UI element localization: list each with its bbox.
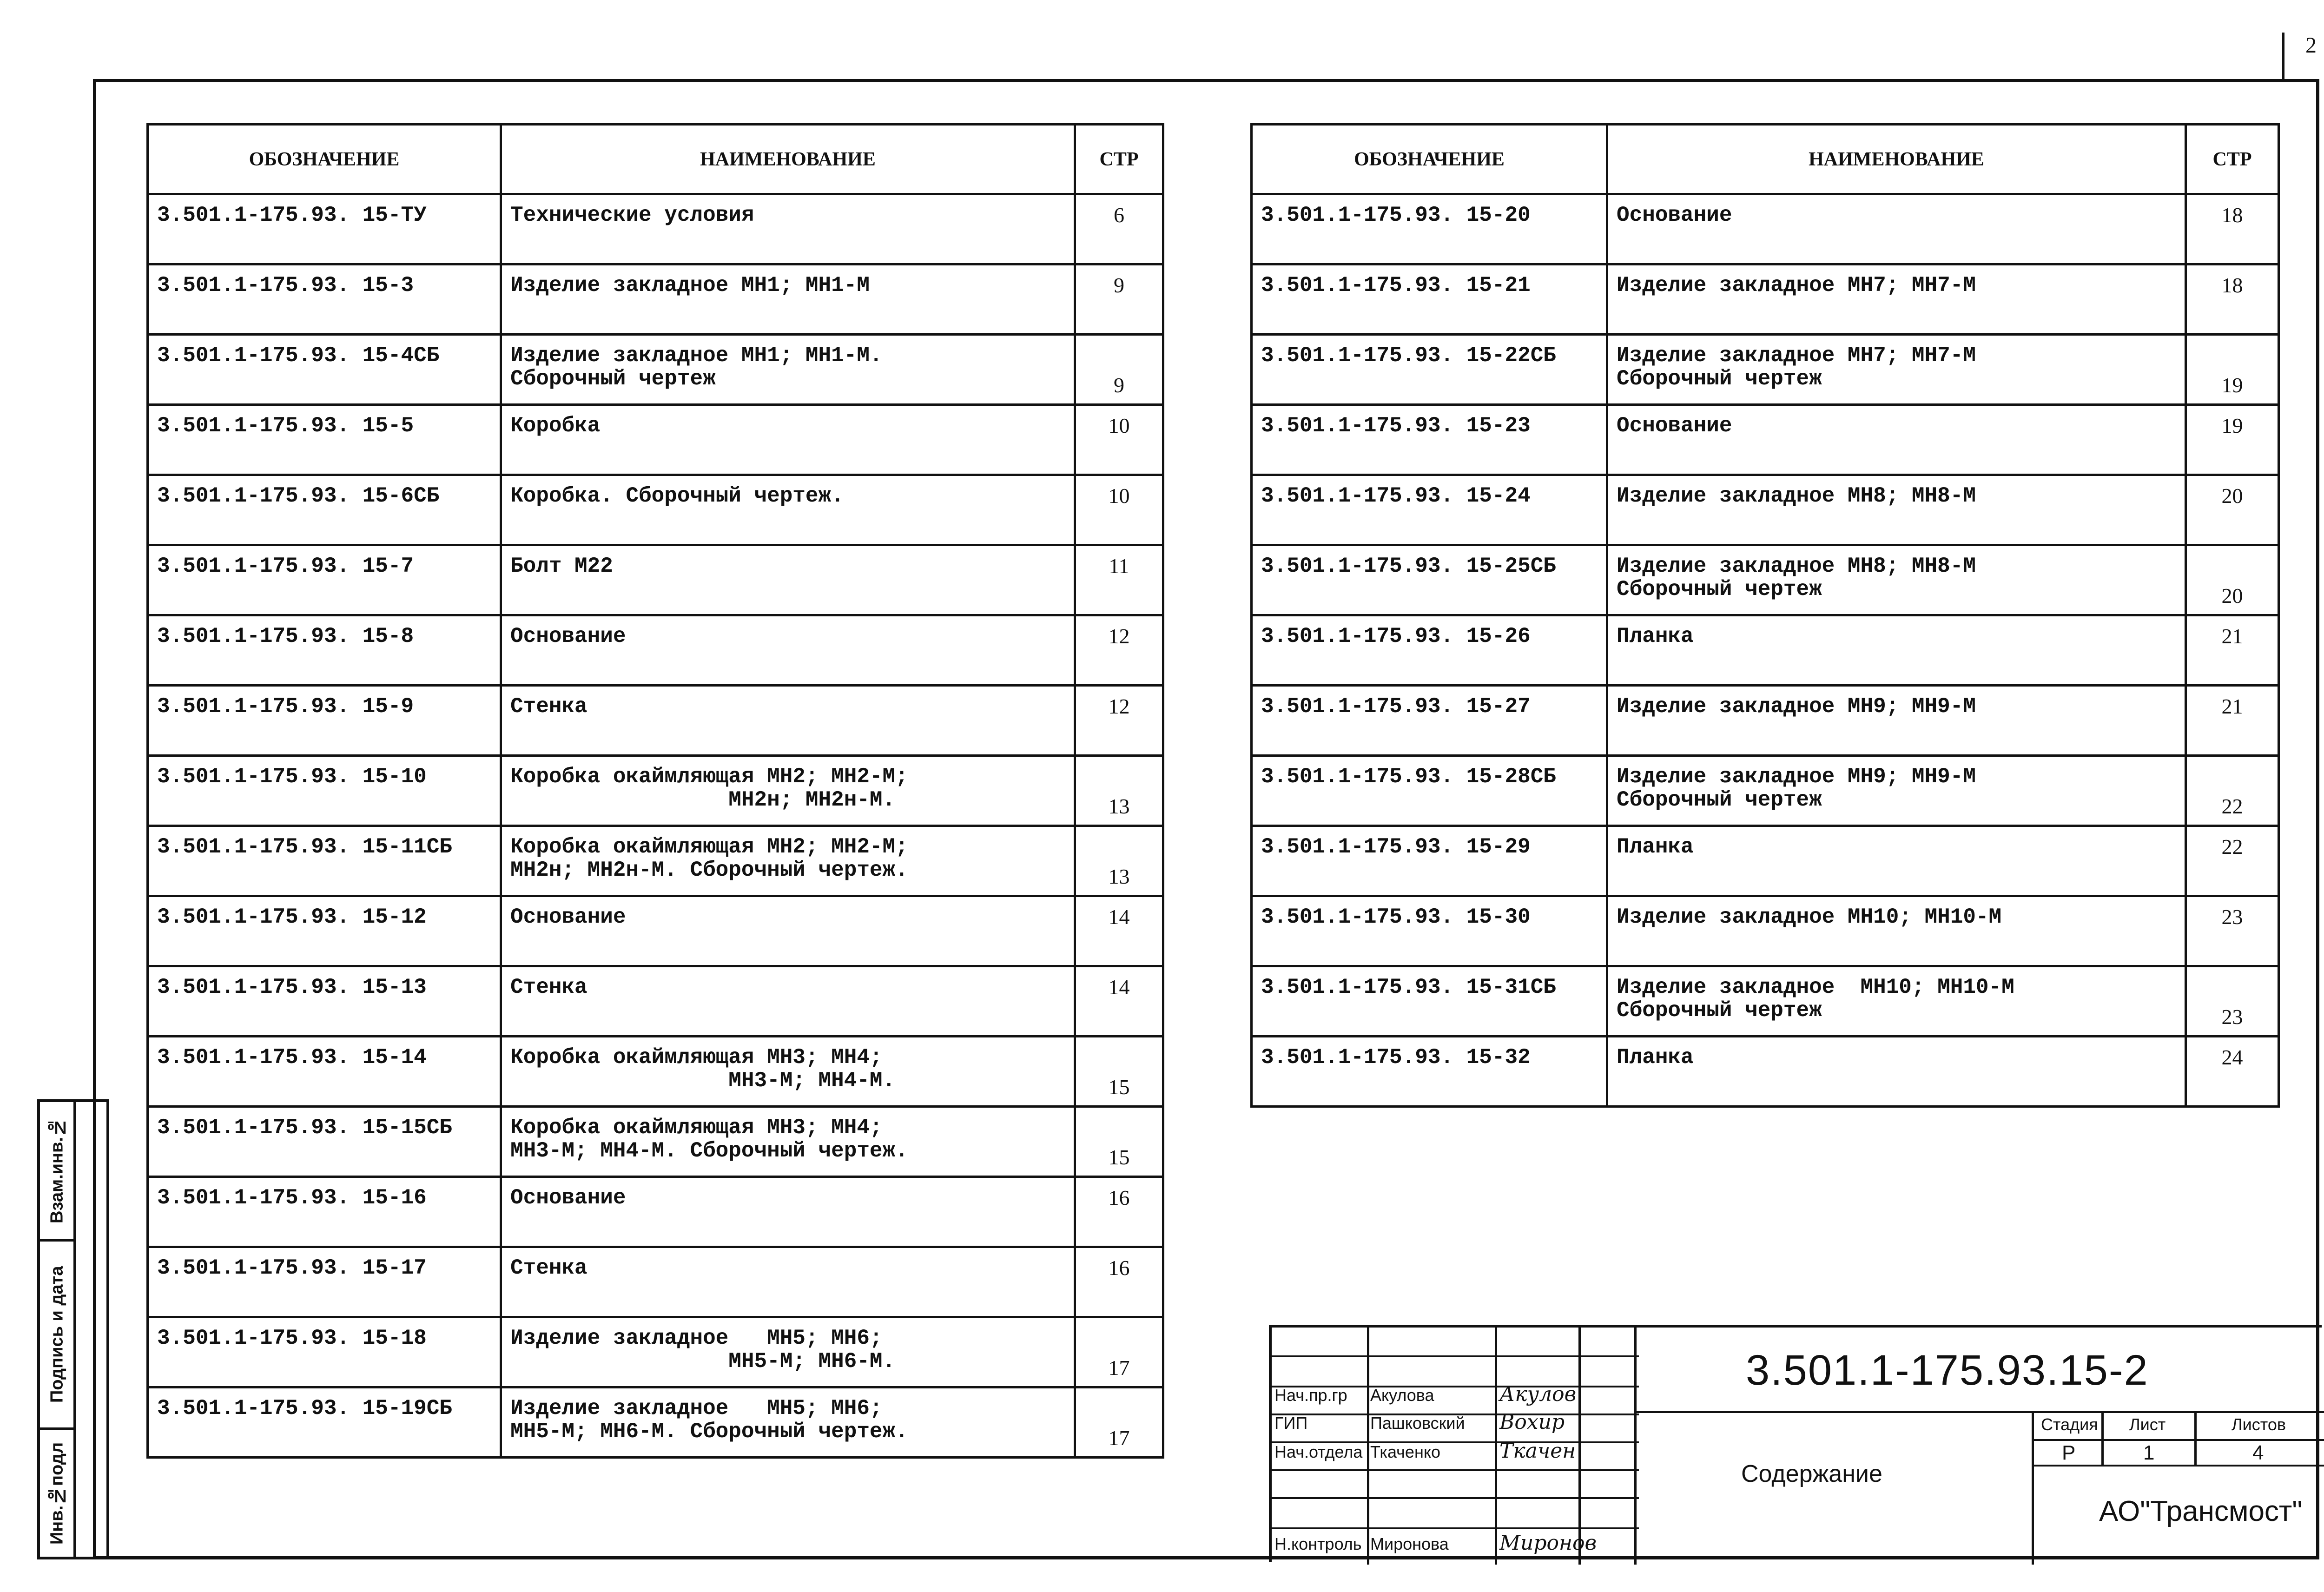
row-page: 21 — [2186, 686, 2279, 756]
row-designation: 3.501.1-175.93. 15-15СБ — [148, 1107, 501, 1177]
table-row — [1252, 194, 2279, 264]
row-designation: 3.501.1-175.93. 15-12 — [148, 896, 501, 966]
side-cell-podpis — [40, 1242, 73, 1430]
row-name: Коробка окаймляющая МН2; МН2-М; МН2н; МН2н-М. — [501, 756, 1075, 826]
row-designation: 3.501.1-175.93. 15-17 — [148, 1247, 501, 1317]
header-name: НАИМЕНОВАНИЕ — [1607, 125, 2186, 194]
table-row — [1252, 826, 2279, 896]
row-designation: 3.501.1-175.93. 15-5 — [148, 405, 501, 475]
contents-table-right — [1250, 123, 2280, 1108]
row-page: 20 — [2186, 475, 2279, 545]
row-designation: 3.501.1-175.93. 15-4СБ — [148, 335, 501, 405]
row-designation: 3.501.1-175.93. 15-28СБ — [1252, 756, 1607, 826]
signature-pashkovsky: Вохир — [1499, 1410, 1565, 1434]
title-block — [1269, 1325, 2322, 1562]
table-row — [1252, 264, 2279, 335]
row-page: 16 — [1075, 1177, 1163, 1247]
name-mironova: Миронова — [1370, 1534, 1449, 1553]
table-row — [148, 896, 1163, 966]
row-name: Стенка — [501, 966, 1075, 1037]
row-page: 6 — [1075, 194, 1163, 264]
row-designation: 3.501.1-175.93. 15-19СБ — [148, 1387, 501, 1458]
name-tkachenko: Ткаченко — [1370, 1442, 1441, 1461]
row-page: 15 — [1075, 1037, 1163, 1107]
table-header — [148, 125, 1163, 194]
signature-tkachenko: Ткачен — [1499, 1439, 1576, 1463]
row-name: Коробка окаймляющая МН3; МН4; МН3-М; МН4-М. — [501, 1037, 1075, 1107]
row-name: Основание — [501, 615, 1075, 686]
row-name: Изделие закладное МН9; МН9-М — [1607, 686, 2186, 756]
row-page: 9 — [1075, 335, 1163, 405]
row-designation: 3.501.1-175.93. 15-32 — [1252, 1037, 1607, 1107]
row-designation: 3.501.1-175.93. 15-3 — [148, 264, 501, 335]
table-row — [148, 686, 1163, 756]
table-row — [148, 194, 1163, 264]
table-row — [148, 966, 1163, 1037]
row-name: Планка — [1607, 826, 2186, 896]
table-row — [1252, 686, 2279, 756]
value-stage: Р — [2062, 1441, 2076, 1464]
table-row — [1252, 756, 2279, 826]
label-inv-podl: Инв.№подл — [47, 1442, 67, 1545]
table-row — [1252, 475, 2279, 545]
row-designation: 3.501.1-175.93. 15-18 — [148, 1317, 501, 1387]
header-name: НАИМЕНОВАНИЕ — [501, 125, 1075, 194]
row-page: 10 — [1075, 405, 1163, 475]
table-row — [1252, 405, 2279, 475]
row-page: 17 — [1075, 1317, 1163, 1387]
label-sheet: Лист — [2129, 1415, 2166, 1434]
row-page: 20 — [2186, 545, 2279, 615]
side-cell-vzam — [40, 1102, 73, 1242]
table-row — [148, 335, 1163, 405]
row-designation: 3.501.1-175.93. 15-8 — [148, 615, 501, 686]
value-sheets: 4 — [2252, 1441, 2264, 1464]
row-designation: 3.501.1-175.93. 15-26 — [1252, 615, 1607, 686]
label-vzam-inv: Взам.инв.№ — [47, 1117, 67, 1224]
table-row — [148, 615, 1163, 686]
row-name: Изделие закладное МН9; МН9-М Сборочный чертеж — [1607, 756, 2186, 826]
table-row — [148, 826, 1163, 896]
row-page: 24 — [2186, 1037, 2279, 1107]
row-designation: 3.501.1-175.93. 15-22СБ — [1252, 335, 1607, 405]
sheet-title: Содержание — [1741, 1460, 1882, 1487]
role-n-kontrol: Н.контроль — [1274, 1534, 1362, 1553]
row-name: Коробка — [501, 405, 1075, 475]
role-nach-otdela: Нач.отдела — [1274, 1442, 1363, 1461]
table-row — [148, 756, 1163, 826]
label-stage: Стадия — [2041, 1415, 2098, 1434]
row-name: Болт М22 — [501, 545, 1075, 615]
name-pashkovsky: Пашковский — [1370, 1414, 1465, 1433]
table-row — [1252, 966, 2279, 1037]
row-name: Изделие закладное МН8; МН8-М — [1607, 475, 2186, 545]
row-designation: 3.501.1-175.93. 15-10 — [148, 756, 501, 826]
row-designation: 3.501.1-175.93. 15-29 — [1252, 826, 1607, 896]
row-designation: 3.501.1-175.93. 15-21 — [1252, 264, 1607, 335]
row-name: Изделие закладное МН7; МН7-М — [1607, 264, 2186, 335]
table-row — [148, 475, 1163, 545]
row-name: Коробка. Сборочный чертеж. — [501, 475, 1075, 545]
row-page: 12 — [1075, 615, 1163, 686]
header-designation: ОБОЗНАЧЕНИЕ — [148, 125, 501, 194]
row-name: Коробка окаймляющая МН2; МН2-М; МН2н; МН2н-М. Сборочный чертеж. — [501, 826, 1075, 896]
role-nach-pr-gr: Нач.пр.гр — [1274, 1386, 1347, 1405]
row-designation: 3.501.1-175.93. 15-31СБ — [1252, 966, 1607, 1037]
row-name: Основание — [1607, 405, 2186, 475]
signature-akulova: Акулов — [1499, 1382, 1577, 1406]
row-name: Изделие закладное МН10; МН10-М — [1607, 896, 2186, 966]
role-gip: ГИП — [1274, 1414, 1308, 1433]
row-page: 12 — [1075, 686, 1163, 756]
signature-mironova: Миронов — [1499, 1531, 1597, 1555]
label-podpis-data: Подпись и дата — [47, 1266, 67, 1403]
name-akulova: Акулова — [1370, 1386, 1434, 1405]
row-designation: 3.501.1-175.93. 15-20 — [1252, 194, 1607, 264]
table-row — [1252, 615, 2279, 686]
contents-table-left — [146, 123, 1164, 1459]
row-name: Изделие закладное МН8; МН8-М Сборочный чертеж — [1607, 545, 2186, 615]
row-name: Основание — [1607, 194, 2186, 264]
row-page: 18 — [2186, 194, 2279, 264]
header-designation: ОБОЗНАЧЕНИЕ — [1252, 125, 1607, 194]
table-row — [148, 1177, 1163, 1247]
row-name: Планка — [1607, 615, 2186, 686]
table-header — [1252, 125, 2279, 194]
row-page: 10 — [1075, 475, 1163, 545]
row-name: Коробка окаймляющая МН3; МН4; МН3-М; МН4-М. Сборочный чертеж. — [501, 1107, 1075, 1177]
row-page: 19 — [2186, 405, 2279, 475]
header-page: СТР — [1075, 125, 1163, 194]
table-row — [1252, 1037, 2279, 1107]
table-row — [148, 1387, 1163, 1458]
row-designation: 3.501.1-175.93. 15-25СБ — [1252, 545, 1607, 615]
row-name: Основание — [501, 896, 1075, 966]
row-designation: 3.501.1-175.93. 15-14 — [148, 1037, 501, 1107]
side-cell-inv — [40, 1430, 73, 1557]
row-page: 15 — [1075, 1107, 1163, 1177]
row-designation: 3.501.1-175.93. 15-27 — [1252, 686, 1607, 756]
row-page: 13 — [1075, 756, 1163, 826]
table-row — [148, 1317, 1163, 1387]
row-page: 11 — [1075, 545, 1163, 615]
row-designation: 3.501.1-175.93. 15-24 — [1252, 475, 1607, 545]
table-row — [148, 545, 1163, 615]
side-stamp-labels — [40, 1102, 76, 1557]
row-designation: 3.501.1-175.93. 15-23 — [1252, 405, 1607, 475]
row-designation: 3.501.1-175.93. 15-6СБ — [148, 475, 501, 545]
table-row — [148, 1037, 1163, 1107]
row-page: 9 — [1075, 264, 1163, 335]
row-designation: 3.501.1-175.93. 15-30 — [1252, 896, 1607, 966]
table-row — [1252, 335, 2279, 405]
row-designation: 3.501.1-175.93. 15-9 — [148, 686, 501, 756]
row-page: 23 — [2186, 896, 2279, 966]
row-page: 22 — [2186, 826, 2279, 896]
row-page: 16 — [1075, 1247, 1163, 1317]
row-name: Изделие закладное МН1; МН1-М. Сборочный чертеж — [501, 335, 1075, 405]
label-sheets: Листов — [2232, 1415, 2286, 1434]
side-stamp — [37, 1099, 109, 1559]
row-designation: 3.501.1-175.93. 15-7 — [148, 545, 501, 615]
row-page: 21 — [2186, 615, 2279, 686]
row-designation: 3.501.1-175.93. 15-16 — [148, 1177, 501, 1247]
row-page: 14 — [1075, 896, 1163, 966]
row-name: Основание — [501, 1177, 1075, 1247]
row-designation: 3.501.1-175.93. 15-13 — [148, 966, 501, 1037]
row-name: Планка — [1607, 1037, 2186, 1107]
row-page: 23 — [2186, 966, 2279, 1037]
table-row — [148, 1107, 1163, 1177]
row-page: 14 — [1075, 966, 1163, 1037]
page-number-divider — [2282, 33, 2284, 79]
row-name: Стенка — [501, 1247, 1075, 1317]
row-name: Изделие закладное МН5; МН6; МН5-М; МН6-М. Сборочный чертеж. — [501, 1387, 1075, 1458]
row-name: Стенка — [501, 686, 1075, 756]
row-name: Технические условия — [501, 194, 1075, 264]
row-designation: 3.501.1-175.93. 15-11СБ — [148, 826, 501, 896]
row-page: 22 — [2186, 756, 2279, 826]
row-name: Изделие закладное МН7; МН7-М Сборочный чертеж — [1607, 335, 2186, 405]
row-page: 17 — [1075, 1387, 1163, 1458]
organization-name: АО"Трансмост" — [2099, 1495, 2303, 1527]
header-page: СТР — [2186, 125, 2279, 194]
table-row — [148, 1247, 1163, 1317]
row-page: 18 — [2186, 264, 2279, 335]
table-row — [1252, 896, 2279, 966]
row-page: 13 — [1075, 826, 1163, 896]
page-number: 2 — [2305, 33, 2317, 58]
value-sheet: 1 — [2143, 1441, 2155, 1464]
row-name: Изделие закладное МН10; МН10-М Сборочный чертеж — [1607, 966, 2186, 1037]
document-code: 3.501.1-175.93.15-2 — [1746, 1347, 2149, 1394]
row-page: 19 — [2186, 335, 2279, 405]
table-row — [1252, 545, 2279, 615]
row-name: Изделие закладное МН5; МН6; МН5-М; МН6-М. — [501, 1317, 1075, 1387]
row-designation: 3.501.1-175.93. 15-ТУ — [148, 194, 501, 264]
row-name: Изделие закладное МН1; МН1-М — [501, 264, 1075, 335]
table-row — [148, 264, 1163, 335]
table-row — [148, 405, 1163, 475]
